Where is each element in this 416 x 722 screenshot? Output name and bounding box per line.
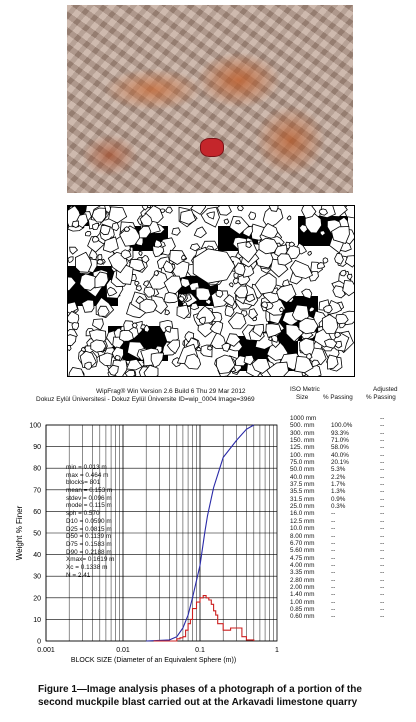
iso-passing-cell: 71.0% [331, 437, 349, 445]
iso-passing-cell: -- [331, 554, 336, 562]
y-tick-label: 60 [33, 508, 41, 516]
iso-adjusted-cell: -- [380, 415, 385, 422]
iso-adjusted-cell: -- [380, 466, 385, 474]
x-tick-label: 0.1 [195, 647, 205, 654]
chart-header-line1: WipFrag® Win Version 2.6 Build 6 Thu 29 Mar 2012 [96, 388, 246, 395]
stat-line: Xc = 0.1338 m [66, 563, 108, 571]
y-tick-label: 30 [33, 573, 41, 581]
y-tick-label: 40 [33, 552, 41, 560]
iso-adjusted-cell: -- [380, 532, 385, 540]
x-axis-label: BLOCK SIZE (Diameter of an Equivalent Sphere (m)) [70, 657, 237, 664]
iso-passing-cell: -- [331, 569, 336, 577]
y-tick-label: 80 [33, 465, 41, 473]
stat-line: mode = 0.115 m [66, 502, 112, 510]
iso-size-cell: 5.60 mm [290, 547, 315, 555]
size-header: Size [296, 394, 309, 401]
adjusted-passing-header: % Passing [366, 394, 396, 401]
iso-size-cell: 8.00 mm [290, 532, 315, 540]
iso-passing-cell: 58.0% [331, 444, 349, 452]
iso-table-row [281, 422, 413, 429]
iso-size-cell: 2.80 mm [290, 576, 315, 584]
iso-table-row [281, 525, 413, 532]
iso-adjusted-cell: -- [380, 539, 385, 547]
iso-adjusted-cell: -- [380, 576, 385, 584]
scale-marker [200, 138, 224, 157]
iso-passing-cell: -- [331, 583, 336, 591]
iso-size-cell: 50.0 mm [290, 466, 315, 474]
iso-adjusted-cell: -- [380, 429, 385, 437]
iso-table-row [281, 510, 413, 517]
caption-line-2: second muckpile blast carried out at the Arkavadi limestone quarry [38, 697, 358, 708]
iso-size-cell: 4.75 mm [290, 554, 315, 562]
iso-table-row [281, 606, 413, 613]
passing-header: % Passing [323, 394, 353, 401]
iso-table-row [281, 459, 413, 466]
iso-adjusted-cell: -- [380, 495, 385, 503]
stat-line: N = 2.41 [66, 571, 91, 579]
iso-passing-cell: 1.7% [331, 481, 346, 489]
iso-table-row [281, 613, 413, 620]
iso-size-cell: 16.0 mm [290, 510, 315, 518]
stat-line: min = 0.013 m [66, 464, 107, 471]
iso-passing-cell: -- [331, 598, 336, 606]
iso-table-row [281, 562, 413, 569]
y-tick-label: 70 [33, 487, 41, 495]
iso-size-cell: 300. mm [290, 429, 315, 437]
iso-adjusted-cell: -- [380, 444, 385, 452]
y-tick-label: 20 [33, 595, 41, 603]
iso-size-cell: 1.00 mm [290, 598, 315, 606]
iso-passing-cell: -- [331, 525, 336, 533]
iso-adjusted-cell: -- [380, 503, 385, 511]
iso-adjusted-cell: -- [380, 569, 385, 577]
iso-adjusted-cell: -- [380, 451, 385, 459]
iso-table-row [281, 569, 413, 576]
size-distribution-chart [0, 415, 290, 665]
iso-table-row [281, 430, 413, 437]
stat-line: D10 = 0.0590 m [66, 517, 112, 525]
iso-passing-cell: 40.0% [331, 451, 349, 459]
iso-size-cell: 3.35 mm [290, 569, 315, 577]
iso-adjusted-cell: -- [380, 613, 385, 621]
iso-passing-cell: -- [331, 539, 336, 547]
iso-table-row [281, 547, 413, 554]
iso-size-cell: 75.0 mm [290, 459, 315, 467]
iso-passing-cell: 93.3% [331, 429, 349, 437]
iso-table-row [281, 452, 413, 459]
stats-box [66, 464, 136, 579]
iso-size-cell: 31.5 mm [290, 495, 315, 503]
x-tick-label: 0.01 [116, 647, 130, 654]
y-tick-label: 10 [33, 616, 41, 624]
stat-line: max = 0.464 m [66, 471, 109, 479]
iso-size-cell: 500. mm [290, 422, 315, 430]
iso-adjusted-cell: -- [380, 517, 385, 525]
iso-table-row [281, 591, 413, 598]
iso-adjusted-cell: -- [380, 605, 385, 613]
iso-passing-cell: 1.3% [331, 488, 346, 496]
iso-table-row [281, 496, 413, 503]
iso-passing-cell: -- [331, 576, 336, 584]
iso-size-cell: 10.0 mm [290, 525, 315, 533]
stat-line: Xmax= 0.1619 m [66, 556, 115, 564]
y-tick-label: 100 [29, 422, 41, 430]
x-tick-label: 1 [275, 647, 279, 654]
x-tick-label: 0.001 [37, 647, 55, 654]
iso-table-row [281, 503, 413, 510]
iso-table-row [281, 444, 413, 451]
iso-passing-cell: 5.3% [331, 466, 346, 474]
iso-table-row [281, 577, 413, 584]
binary-image [67, 205, 355, 377]
iso-adjusted-cell: -- [380, 554, 385, 562]
muckpile-photo [67, 5, 353, 193]
iso-size-cell: 6.70 mm [290, 539, 315, 547]
iso-passing-cell: 100.0% [331, 422, 353, 430]
y-tick-label: 0 [37, 638, 41, 646]
iso-passing-cell: -- [331, 613, 336, 621]
iso-table-row [281, 555, 413, 562]
iso-size-cell: 25.0 mm [290, 503, 315, 511]
iso-size-cell: 2.00 mm [290, 583, 315, 591]
iso-table-row [281, 415, 413, 422]
iso-size-cell: 1000 mm [290, 415, 317, 422]
iso-passing-cell: -- [331, 510, 336, 518]
iso-size-cell: 35.5 mm [290, 488, 315, 496]
stat-line: D75 = 0.1583 m [66, 540, 112, 548]
iso-passing-cell: 2.2% [331, 473, 346, 481]
iso-size-cell: 125. mm [290, 444, 315, 452]
iso-table-row [281, 437, 413, 444]
chart-header-line2: Dokuz Eylül Üniversitesi - Dokuz Eylül Üniversite ID=wip_0004 Image=3969 [36, 396, 255, 403]
iso-passing-cell: -- [331, 605, 336, 613]
iso-adjusted-cell: -- [380, 481, 385, 489]
iso-size-cell: 4.00 mm [290, 561, 315, 569]
iso-passing-cell: 0.3% [331, 503, 346, 511]
iso-table-row [281, 474, 413, 481]
iso-header: ISO Metric [290, 386, 320, 393]
iso-size-cell: 12.5 mm [290, 517, 315, 525]
iso-table-row [281, 533, 413, 540]
figure-caption [38, 683, 398, 709]
iso-adjusted-cell: -- [380, 488, 385, 496]
iso-size-cell: 0.60 mm [290, 613, 315, 621]
iso-adjusted-cell: -- [380, 422, 385, 430]
iso-size-cell: 37.5 mm [290, 481, 315, 489]
stat-line: stdev = 0.096 m [66, 494, 112, 502]
iso-table-row [281, 466, 413, 473]
iso-passing-cell: 20.1% [331, 459, 349, 467]
y-tick-label: 50 [33, 530, 41, 538]
iso-table-row [281, 481, 413, 488]
stat-line: mean = 0.153 m [66, 487, 113, 495]
iso-size-cell: 100. mm [290, 451, 315, 459]
stat-line: D25 = 0.0815 m [66, 525, 112, 533]
iso-passing-cell: -- [331, 517, 336, 525]
y-axis-label: Weight % Finer [15, 505, 24, 561]
iso-table-row [281, 518, 413, 525]
y-tick-label: 90 [33, 444, 41, 452]
iso-passing-cell: -- [331, 547, 336, 555]
iso-passing-cell: -- [331, 591, 336, 599]
iso-adjusted-cell: -- [380, 437, 385, 445]
stat-line: D50 = 0.1139 m [66, 533, 112, 541]
iso-adjusted-cell: -- [380, 459, 385, 467]
iso-table-row [281, 599, 413, 606]
iso-adjusted-cell: -- [380, 547, 385, 555]
iso-adjusted-cell: -- [380, 591, 385, 599]
iso-passing-cell: -- [331, 532, 336, 540]
iso-size-cell: 1.40 mm [290, 591, 315, 599]
stat-line: D90 = 0.2188 m [66, 548, 112, 556]
caption-line-1: Figure 1—Image analysis phases of a photograph of a portion of the [38, 684, 362, 695]
iso-adjusted-cell: -- [380, 473, 385, 481]
iso-adjusted-cell: -- [380, 510, 385, 518]
iso-adjusted-cell: -- [380, 598, 385, 606]
iso-adjusted-cell: -- [380, 561, 385, 569]
iso-table-row [281, 584, 413, 591]
iso-size-cell: 0.85 mm [290, 605, 315, 613]
stat-line: sph = 0.570 [66, 510, 100, 518]
iso-adjusted-cell: -- [380, 525, 385, 533]
iso-passing-cell: -- [331, 561, 336, 569]
iso-passing-cell: 0.9% [331, 495, 346, 503]
iso-table-row [281, 488, 413, 495]
iso-size-cell: 150. mm [290, 437, 315, 445]
iso-adjusted-cell: -- [380, 583, 385, 591]
iso-size-cell: 40.0 mm [290, 473, 315, 481]
adjusted-header: Adjusted [373, 386, 398, 393]
stat-line: blocks= 801 [66, 479, 101, 487]
iso-table-row [281, 540, 413, 547]
